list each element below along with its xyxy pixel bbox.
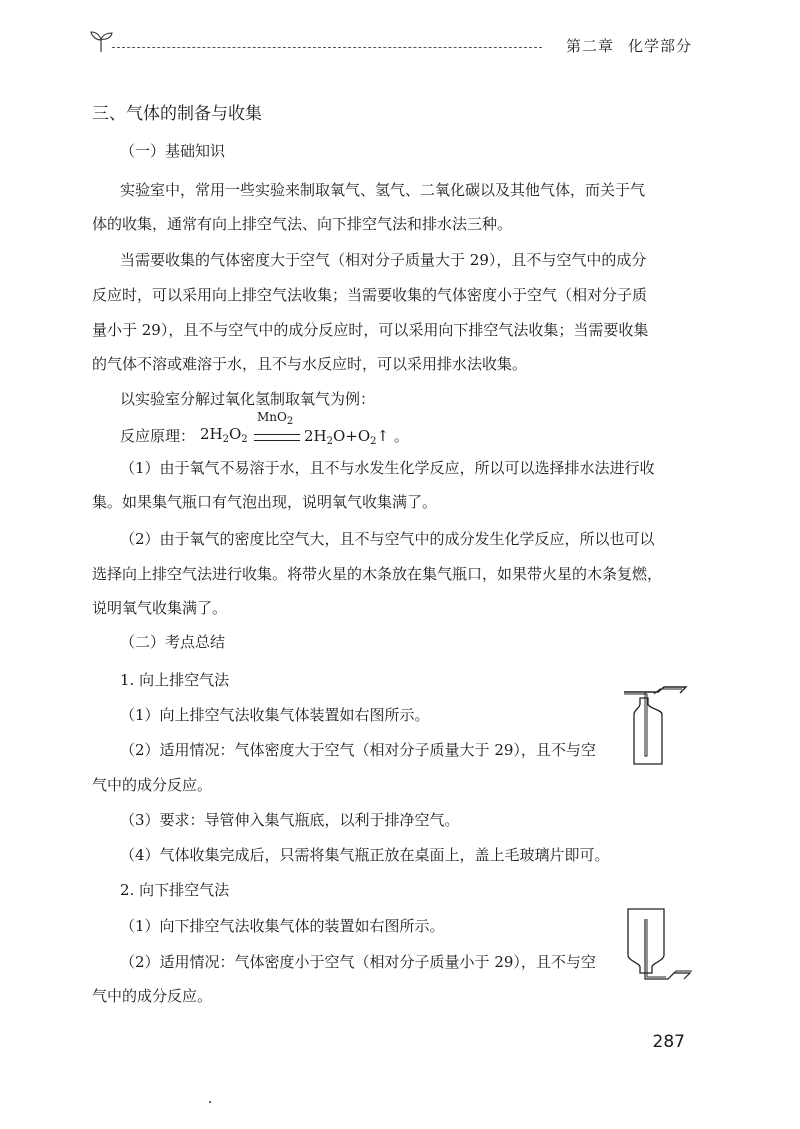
paragraph-line: 实验室中，常用一些实验来制取氧气、氢气、二氧化碳以及其他气体，而关于气 xyxy=(120,181,646,199)
downward-apparatus-diagram xyxy=(616,905,694,985)
catalyst: MnO$_2$ xyxy=(257,410,294,427)
running-header xyxy=(88,28,692,58)
point-line: 集。如果集气瓶口有气泡出现，说明氧气收集满了。 xyxy=(92,493,438,511)
paragraph-line: 量小于 29），且不与空气中的成分反应时，可以采用向下排空气法收集；当需要收集 xyxy=(92,321,649,339)
section-title: 三、气体的制备与收集 xyxy=(92,104,262,124)
upward-line: （2）适用情况：气体密度大于空气（相对分子质量大于 29），且不与空 xyxy=(120,741,596,759)
upward-line: 气中的成分反应。 xyxy=(92,776,213,794)
scan-speck xyxy=(209,1101,211,1103)
reactant: $2H_2O_2$ xyxy=(200,425,248,445)
paragraph-line: 体的收集，通常有向上排空气法、向下排空气法和排水法三种。 xyxy=(92,215,513,233)
section-label: 化学部分 xyxy=(627,37,692,55)
downward-line: （2）适用情况：气体密度小于空气（相对分子质量小于 29），且不与空 xyxy=(120,953,596,971)
paragraph-line: 当需要收集的气体密度大于空气（相对分子质量大于 29），且不与空气中的成分 xyxy=(120,251,647,269)
downward-line: （1）向下排空气法收集气体的装置如右图所示。 xyxy=(120,917,445,935)
reaction-arrow xyxy=(254,434,300,441)
products: $2H_2O+O_2↑$ 。 xyxy=(304,427,409,447)
basics-heading: （一）基础知识 xyxy=(120,142,226,160)
chapter-label: 第二章 xyxy=(565,37,614,55)
paragraph-line: 的气体不溶或难溶于水，且不与水反应时，可以采用排水法收集。 xyxy=(92,355,528,373)
point-line: 说明氧气收集满了。 xyxy=(92,599,228,617)
paragraph-line: 反应时，可以采用向上排空气法收集；当需要收集的气体密度小于空气（相对分子质 xyxy=(92,286,648,304)
point-line: （1）由于氧气不易溶于水，且不与水发生化学反应，所以可以选择排水法进行收 xyxy=(120,459,655,477)
sprout-icon xyxy=(88,28,114,54)
upward-apparatus-diagram xyxy=(618,684,690,768)
page-number: 287 xyxy=(652,1032,685,1052)
point-line: 选择向上排空气法进行收集。将带火星的木条放在集气瓶口，如果带火星的木条复燃， xyxy=(92,565,663,583)
upward-line: （3）要求：导管伸入集气瓶底，以利于排净空气。 xyxy=(120,811,460,829)
point-line: （2）由于氧气的密度比空气大，且不与空气中的成分发生化学反应，所以也可以 xyxy=(120,530,655,548)
upward-line: （4）气体收集完成后，只需将集气瓶正放在桌面上，盖上毛玻璃片即可。 xyxy=(120,846,610,864)
upward-title: 1. 向上排空气法 xyxy=(120,671,230,689)
downward-line: 气中的成分反应。 xyxy=(92,987,213,1005)
summary-heading: （二）考点总结 xyxy=(120,633,226,651)
reaction-label: 反应原理： xyxy=(120,427,196,445)
header-rule xyxy=(112,47,542,48)
downward-title: 2. 向下排空气法 xyxy=(120,881,230,899)
header-text xyxy=(552,35,692,56)
paragraph-line: 以实验室分解过氧化氢制取氧气为例： xyxy=(120,390,376,408)
upward-line: （1）向上排空气法收集气体装置如右图所示。 xyxy=(120,706,430,724)
